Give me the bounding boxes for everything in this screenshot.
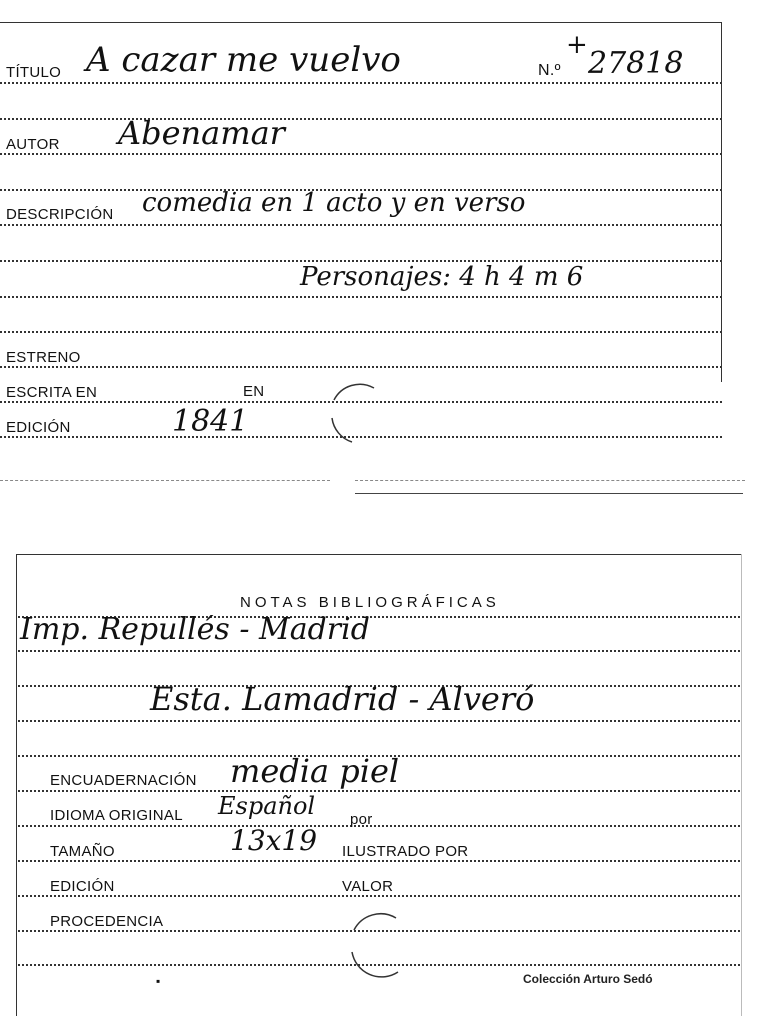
card-border-right [741,554,742,1016]
estreno-label: ESTRENO [6,349,81,366]
ruling-line [0,366,722,368]
en-label: EN [243,383,265,400]
card-border-right [721,22,722,382]
punch-hole-icon [322,380,392,450]
idioma-value: Español [218,792,316,820]
punch-hole-icon [340,908,414,982]
ruling-line [18,790,740,792]
titulo-label: TÍTULO [6,64,62,81]
personajes-value: Personajes: 4 h 4 m 6 [300,262,584,292]
tamano-label: TAMAÑO [50,843,115,860]
catalog-card-back [0,540,759,1028]
numero-value: 27818 [588,46,684,81]
collection-footer: Colección Arturo Sedó [523,972,653,986]
descripcion-value: comedia en 1 acto y en verso [142,188,526,218]
ruling-line [0,153,722,155]
autor-value: Abenamar [118,114,285,152]
valor-label: VALOR [342,878,394,895]
nota-imprenta: Imp. Repullés - Madrid [20,612,370,647]
edicion-label: EDICIÓN [50,878,115,895]
card-edge-mark [355,480,745,481]
edicion-value: 1841 [172,404,249,439]
nota-estanterias: Esta. Lamadrid - Alveró [150,680,535,718]
notas-heading: NOTAS BIBLIOGRÁFICAS [240,594,500,611]
edicion-label: EDICIÓN [6,419,71,436]
card-border-top [16,554,742,555]
descripcion-label: DESCRIPCIÓN [6,206,114,223]
card-edge-mark [0,480,330,481]
encuadernacion-label: ENCUADERNACIÓN [50,772,197,789]
small-mark: ▪ [156,974,161,988]
catalog-card-front [0,0,759,500]
card-border-top [0,22,722,23]
ruling-line [0,224,722,226]
ruling-line [18,895,740,897]
ruling-line [18,650,740,652]
idioma-label: IDIOMA ORIGINAL [50,807,183,824]
ruling-line [18,860,740,862]
procedencia-label: PROCEDENCIA [50,913,164,930]
ruling-line [0,331,722,333]
card-edge-line [355,493,743,494]
autor-label: AUTOR [6,136,60,153]
card-border-left [16,554,17,1016]
encuadernacion-value: media piel [230,752,400,790]
ilustrado-label: ILUSTRADO POR [342,843,469,860]
por-label: por [350,811,373,828]
numero-label: N.º [538,62,561,79]
tamano-value: 13x19 [230,824,318,857]
ruling-line [0,296,722,298]
ruling-line [0,118,722,120]
numero-mark: + [566,30,588,60]
escrita-en-label: ESCRITA EN [6,384,98,401]
ruling-line [18,720,740,722]
titulo-value: A cazar me vuelvo [86,40,401,80]
ruling-line [18,825,740,827]
ruling-line [0,82,722,84]
